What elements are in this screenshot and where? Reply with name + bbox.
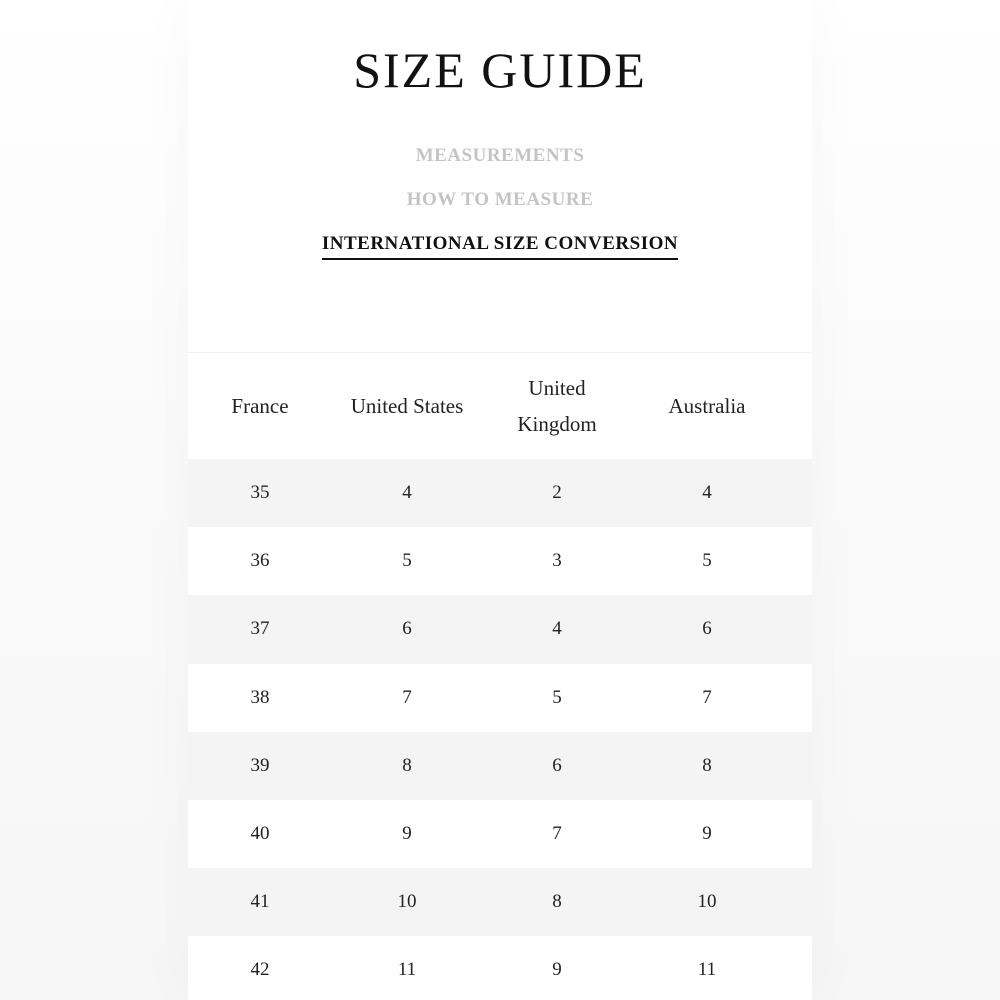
table-cell-australia: 7 <box>702 686 712 708</box>
table-cell-australia: 9 <box>702 823 712 845</box>
table-cell-france: 35 <box>250 482 270 504</box>
table-cell-france: 39 <box>250 754 270 776</box>
size-guide-tabs <box>188 142 812 260</box>
table-cell-australia: 11 <box>697 959 717 981</box>
table-cell-france: 40 <box>250 823 270 845</box>
tab-international-size-conversion[interactable]: INTERNATIONAL SIZE CONVERSION <box>322 230 678 260</box>
table-cell-united-states: 8 <box>402 754 412 776</box>
table-cell-united-states: 6 <box>402 618 412 640</box>
table-cell-united-kingdom: 5 <box>552 686 562 708</box>
column-header-france: France <box>231 394 289 418</box>
table-cell-australia: 5 <box>702 550 712 572</box>
table-row <box>188 868 812 936</box>
table-cell-united-kingdom: 9 <box>552 959 562 981</box>
table-cell-united-kingdom: 8 <box>552 891 562 913</box>
tab-how-to-measure[interactable]: HOW TO MEASURE <box>406 189 594 210</box>
table-row <box>188 527 812 595</box>
table-cell-united-states: 10 <box>397 891 417 913</box>
table-row <box>188 459 812 527</box>
table-cell-france: 38 <box>250 686 270 708</box>
table-row <box>188 732 812 800</box>
page-title: SIZE GUIDE <box>353 42 647 98</box>
table-header-row <box>188 353 812 459</box>
table-cell-france: 42 <box>250 959 270 981</box>
column-header-united-kingdom: United Kingdom <box>517 376 597 436</box>
table-cell-france: 37 <box>250 618 270 640</box>
table-cell-united-kingdom: 4 <box>552 618 562 640</box>
table-cell-united-kingdom: 3 <box>552 550 562 572</box>
column-header-united-states: United States <box>350 394 464 418</box>
table-row <box>188 664 812 732</box>
table-cell-australia: 8 <box>702 754 712 776</box>
table-cell-united-states: 7 <box>402 686 412 708</box>
table-cell-united-states: 11 <box>397 959 417 981</box>
table-row <box>188 800 812 868</box>
table-cell-united-states: 9 <box>402 823 412 845</box>
table-cell-australia: 4 <box>702 482 712 504</box>
table-cell-united-kingdom: 6 <box>552 754 562 776</box>
table-cell-united-kingdom: 7 <box>552 823 562 845</box>
size-conversion-table <box>188 352 812 1000</box>
tab-measurements[interactable]: MEASUREMENTS <box>415 145 585 166</box>
table-cell-united-kingdom: 2 <box>552 482 562 504</box>
column-header-australia: Australia <box>668 394 746 418</box>
table-cell-united-states: 5 <box>402 550 412 572</box>
table-row <box>188 595 812 663</box>
table-row <box>188 936 812 1000</box>
table-cell-united-states: 4 <box>402 482 412 504</box>
size-guide-panel <box>188 0 812 1000</box>
table-cell-australia: 10 <box>697 891 717 913</box>
table-cell-france: 41 <box>250 891 270 913</box>
table-cell-france: 36 <box>250 550 270 572</box>
table-cell-australia: 6 <box>702 618 712 640</box>
